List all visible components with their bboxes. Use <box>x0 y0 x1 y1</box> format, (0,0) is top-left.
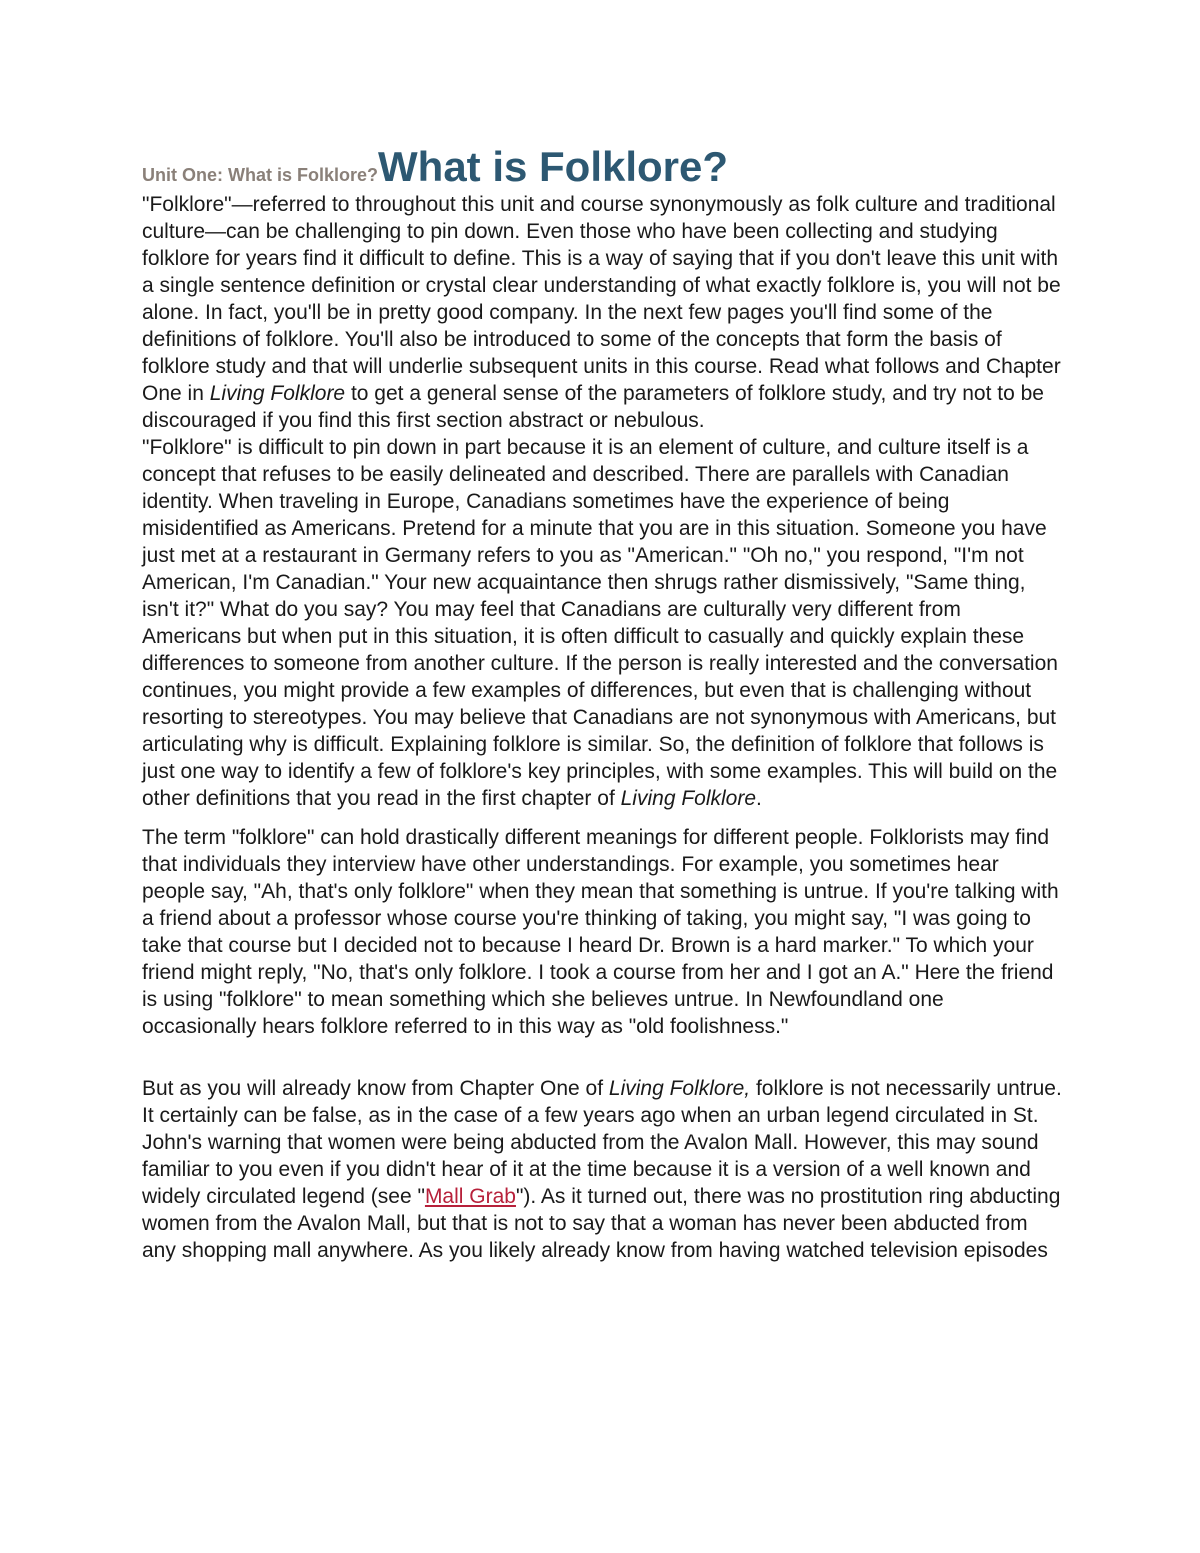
paragraph-4-text-c: "). As it turned out, there was no prostitution ring abducting women from the Avalon Mall, but that is not to say that a woman has never been abducted from any shopping mall anywhere. As you likely already know from having watched television episodes <box>142 1185 1061 1262</box>
heading-line <box>142 143 1062 191</box>
paragraph-4-text-a: But as you will already know from Chapter One of <box>142 1077 609 1100</box>
mall-grab-link[interactable]: Mall Grab <box>424 1185 516 1208</box>
book-title-living-folklore: Living Folklore <box>620 787 757 810</box>
book-title-living-folklore: Living Folklore, <box>608 1077 751 1100</box>
document-page <box>142 143 1062 1264</box>
paragraph-1-text-b: to get a general sense of the parameters of folklore study, and try not to be discouraged if you find this first section abstract or nebulous. <box>142 382 1044 432</box>
paragraph-1 <box>142 191 1062 434</box>
paragraph-4 <box>142 1075 1062 1264</box>
paragraph-3: The term "folklore" can hold drastically different meanings for different people. Folklorists may find that individuals they interview have other understandings. For example, you sometimes hear people say, "Ah, that's only folklore" when they mean that something is untrue. If you're talking with a friend about a professor whose course you're thinking of taking, you might say, "I was going to take that course but I decided not to because I heard Dr. Brown is a hard marker." To which your friend might reply, "No, that's only folklore. I took a course from her and I got an A." Here the friend is using "folklore" to mean something which she believes untrue. In Newfoundland one occasionally hears folklore referred to in this way as "old foolishness." <box>142 826 1059 1038</box>
page-title: What is Folklore? <box>378 143 729 190</box>
paragraph-4-text-b: folklore is not necessarily untrue. It certainly can be false, as in the case of a few years ago when an urban legend circulated in St. John's warning that women were being abducted from the Avalon Mall. However, this may sound familiar to you even if you didn't hear of it at the time because it is a version of a well known and widely circulated legend (see " <box>142 1077 1062 1208</box>
book-title-living-folklore: Living Folklore <box>209 382 346 405</box>
paragraph-2-text-a: "Folklore" is difficult to pin down in part because it is an element of culture, and culture itself is a concept that refuses to be easily delineated and described. There are parallels with Canadian identity. When traveling in Europe, Canadians sometimes have the experience of being misidentified as Americans. Pretend for a minute that you are in this situation. Someone you have just met at a restaurant in Germany refers to you as "American." "Oh no," you respond, "I'm not American, I'm Canadian." Your new acquaintance then shrugs rather dismissively, "Same thing, isn't it?" What do you say? You may feel that Canadians are culturally very different from Americans but when put in this situation, it is often difficult to casually and quickly explain these differences to someone from another culture. If the person is really interested and the conversation continues, you might provide a few examples of differences, but even that is challenging without resorting to stereotypes. You may believe that Canadians are not synonymous with Americans, but articulating why is difficult. Explaining folklore is similar. So, the definition of folklore that follows is just one way to identify a few of folklore's key principles, with some examples. This will build on the other definitions that you read in the first chapter of <box>142 436 1058 810</box>
unit-label: Unit One: What is Folklore? <box>142 165 379 185</box>
paragraph-1-text-a: "Folklore"—referred to throughout this unit and course synonymously as folk culture and traditional culture—can be challenging to pin down. Even those who have been collecting and studying folklore for years find it difficult to define. This is a way of saying that if you don't leave this unit with a single sentence definition or crystal clear understanding of what exactly folklore is, you will not be alone. In fact, you'll be in pretty good company. In the next few pages you'll find some of the definitions of folklore. You'll also be introduced to some of the concepts that form the basis of folklore study and that will underlie subsequent units in this course. Read what follows and Chapter One in <box>142 193 1061 405</box>
paragraph-2 <box>142 434 1062 812</box>
paragraph-2-text-b: . <box>756 787 762 810</box>
